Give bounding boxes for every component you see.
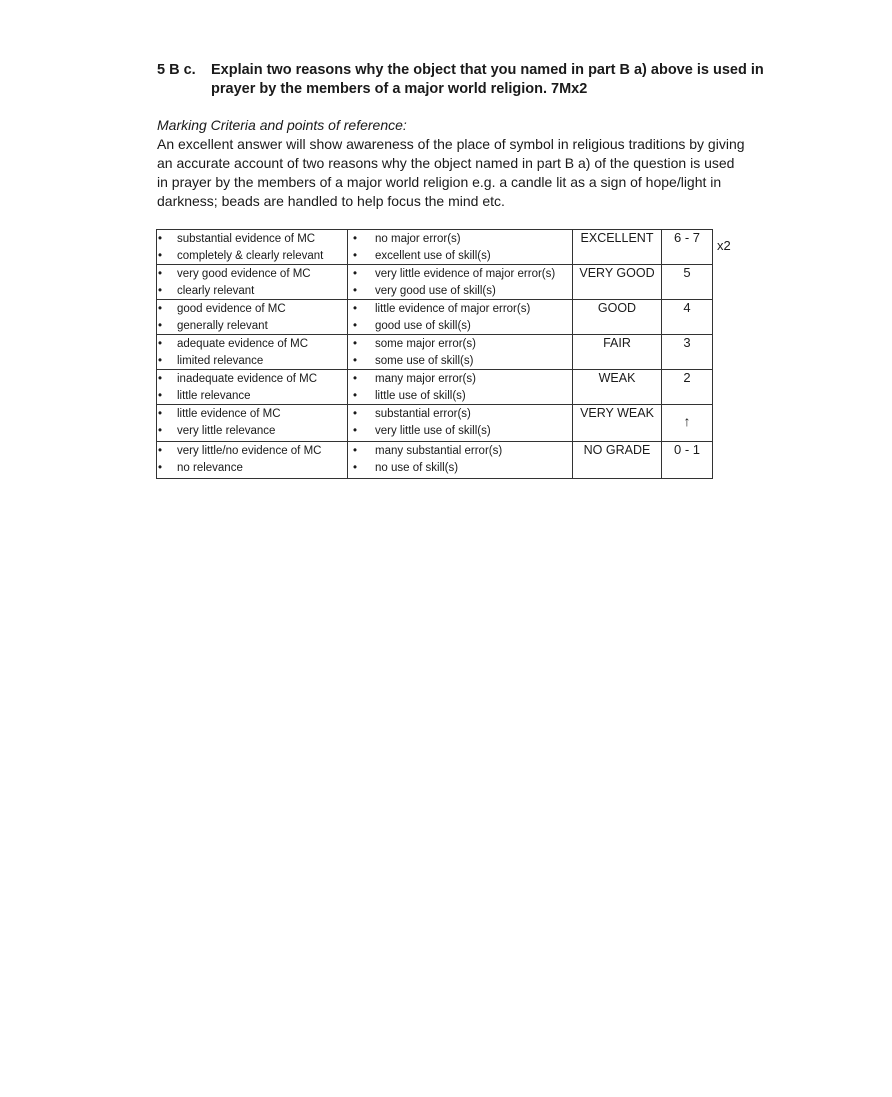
grade-cell: EXCELLENT [573,230,662,265]
skill-item-text: some major error(s) [375,338,476,350]
evidence-item [157,388,347,405]
grade-cell: FAIR [573,335,662,370]
skill-item-text: excellent use of skill(s) [375,249,491,262]
mark-cell [662,265,713,300]
bullet-icon: • [353,373,358,385]
skill-item-text: no major error(s) [375,233,461,245]
skill-cell [348,405,573,442]
criteria-row [157,230,713,265]
bullet-icon: • [353,233,358,245]
evidence-item-text: adequate evidence of MC [177,338,309,350]
bullet-icon: • [353,408,358,420]
bullet-icon: • [158,354,163,367]
skill-cell [348,370,573,405]
skill-item [348,423,572,440]
arrow-up-icon: ↑ [683,413,691,429]
evidence-item [157,371,347,388]
skill-item [348,371,572,388]
evidence-item-text: little evidence of MC [177,408,281,420]
skill-item-text: very little evidence of major error(s) [375,268,556,280]
bullet-icon: • [158,389,163,402]
skill-cell [348,300,573,335]
skill-item-text: very little use of skill(s) [375,424,491,437]
mark-value: 3 [683,335,691,350]
skill-item-text: very good use of skill(s) [375,284,496,297]
evidence-item [157,336,347,353]
skill-item [348,336,572,353]
bullet-icon: • [353,284,358,297]
skill-item-text: little use of skill(s) [375,389,466,402]
criteria-row [157,370,713,405]
evidence-item [157,231,347,248]
bullet-icon: • [353,268,358,280]
skill-item-text: good use of skill(s) [375,319,471,332]
mark-value: 0 - 1 [673,442,700,457]
mark-value: 6 - 7 [673,230,700,245]
mark-value: 2 [683,370,691,385]
bullet-icon: • [158,303,163,315]
evidence-cell [157,405,348,442]
skill-item [348,460,572,477]
evidence-cell [157,300,348,335]
question-text: Explain two reasons why the object that you named in part B a) above is used in prayer by the members of a major world religion. 7Mx2 [211,62,764,97]
grade-cell: VERY GOOD [573,265,662,300]
mark-cell [662,370,713,405]
evidence-item-text: very good evidence of MC [177,268,311,280]
mark-value: 5 [683,265,691,280]
bullet-icon: • [353,319,358,332]
evidence-item [157,318,347,335]
skill-item [348,248,572,265]
mark-cell [662,405,713,442]
evidence-item [157,283,347,300]
evidence-item [157,460,347,477]
grade-cell: GOOD [573,300,662,335]
grade-cell: NO GRADE [573,442,662,479]
bullet-icon: • [353,424,358,437]
grade-criteria-table [156,229,713,479]
skill-cell [348,442,573,479]
bullet-icon: • [158,424,163,437]
skill-cell [348,335,573,370]
criteria-row [157,405,713,442]
grade-cell: VERY WEAK [573,405,662,442]
skill-item [348,283,572,300]
skill-item [348,443,572,460]
skill-item [348,388,572,405]
skill-item-text: many major error(s) [375,373,476,385]
evidence-cell [157,370,348,405]
skill-item [348,353,572,370]
skill-item-text: substantial error(s) [375,408,471,420]
criteria-row [157,265,713,300]
marking-criteria-label: Marking Criteria and points of reference: [157,117,407,133]
evidence-item-text: substantial evidence of MC [177,233,316,245]
criteria-row [157,442,713,479]
evidence-item-text: limited relevance [177,354,264,367]
evidence-cell [157,265,348,300]
evidence-item [157,301,347,318]
mark-cell [662,335,713,370]
bullet-icon: • [353,354,358,367]
evidence-cell [157,442,348,479]
bullet-icon: • [158,338,163,350]
criteria-row [157,300,713,335]
bullet-icon: • [353,249,358,262]
bullet-icon: • [353,445,358,457]
grade-cell: WEAK [573,370,662,405]
bullet-icon: • [158,319,163,332]
evidence-item [157,423,347,440]
evidence-item-text: no relevance [177,461,243,474]
bullet-icon: • [158,268,163,280]
bullet-icon: • [353,338,358,350]
bullet-icon: • [158,284,163,297]
evidence-item-text: very little relevance [177,424,276,437]
bullet-icon: • [158,461,163,474]
evidence-cell [157,335,348,370]
skill-item [348,318,572,335]
mark-multiplier: x2 [717,238,731,253]
bullet-icon: • [158,408,163,420]
skill-item-text: little evidence of major error(s) [375,303,531,315]
skill-item-text: no use of skill(s) [375,461,459,474]
bullet-icon: • [158,249,163,262]
question-number: 5 B c. [157,62,196,78]
evidence-item [157,406,347,423]
evidence-item-text: little relevance [177,389,251,402]
skill-item-text: some use of skill(s) [375,354,474,367]
bullet-icon: • [158,445,163,457]
mark-value: 4 [683,300,691,315]
evidence-item-text: clearly relevant [177,284,255,297]
mark-cell [662,230,713,265]
evidence-item-text: generally relevant [177,319,268,332]
bullet-icon: • [353,389,358,402]
bullet-icon: • [158,233,163,245]
bullet-icon: • [353,303,358,315]
evidence-cell [157,230,348,265]
evidence-item-text: very little/no evidence of MC [177,445,322,457]
grade-criteria-table-body [157,230,713,479]
skill-item [348,406,572,423]
bullet-icon: • [158,373,163,385]
skill-item [348,301,572,318]
skill-item-text: many substantial error(s) [375,445,503,457]
skill-item [348,231,572,248]
mark-cell [662,300,713,335]
marking-criteria-body: An excellent answer will show awareness of the place of symbol in religious traditions by giving an accurate account of two reasons why the object named in part B a) of the question is used in prayer by the members of a major world religion e.g. a candle lit as a sign of hope/light in darkness; beads are handled to help focus the mind etc. [157,136,745,209]
evidence-item-text: inadequate evidence of MC [177,373,318,385]
criteria-row [157,335,713,370]
evidence-item-text: completely & clearly relevant [177,249,324,262]
skill-cell [348,230,573,265]
mark-cell [662,442,713,479]
evidence-item [157,266,347,283]
evidence-item [157,248,347,265]
bullet-icon: • [353,461,358,474]
evidence-item [157,443,347,460]
evidence-item-text: good evidence of MC [177,303,286,315]
skill-cell [348,265,573,300]
skill-item [348,266,572,283]
evidence-item [157,353,347,370]
